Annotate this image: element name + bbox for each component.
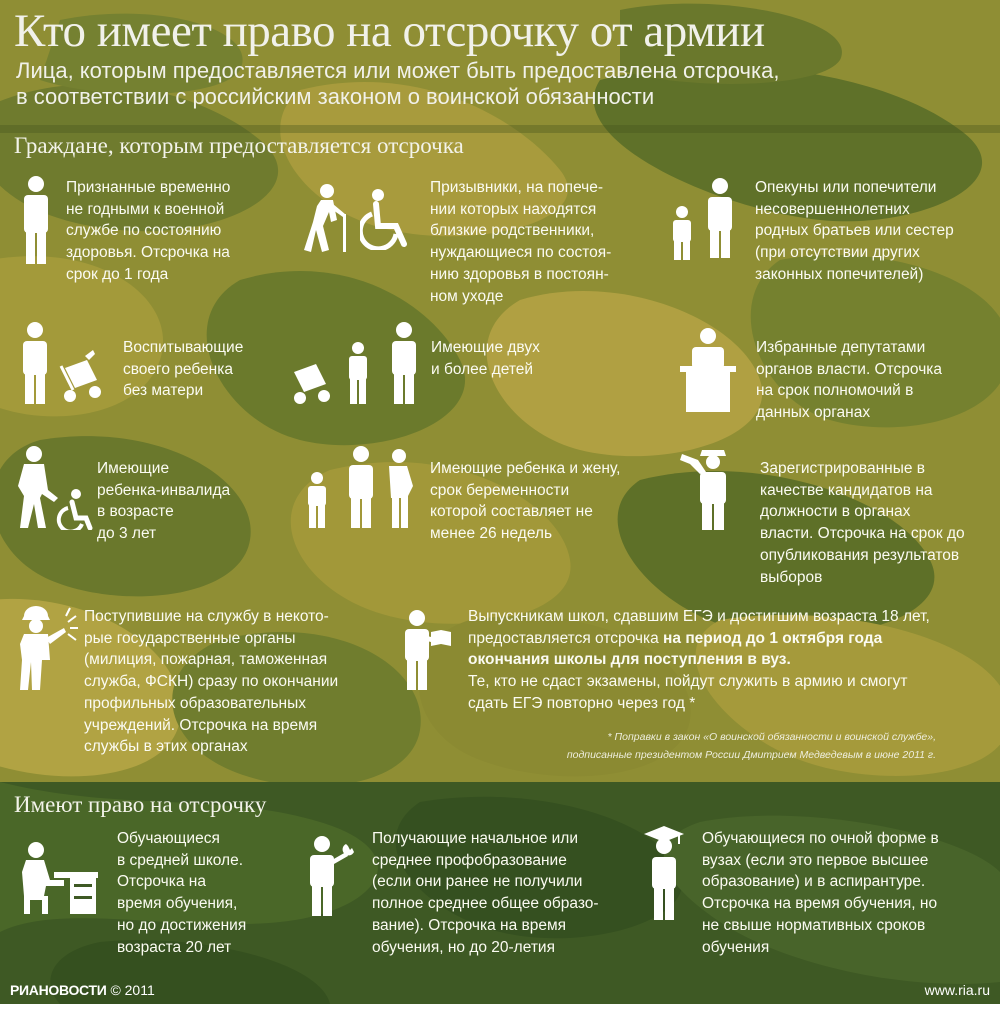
guardian-with-child-icon — [668, 178, 748, 260]
firefighter-icon — [14, 604, 80, 690]
elderly-person-icon — [303, 184, 353, 254]
ege-footnote: * Поправки в закон «О воинской обязанности и воинской службе», подписанные президентом России Дмитрием Медведевым в июне 2011 г. — [566, 731, 936, 761]
subtitle-line-1: Лица, которым предоставляется или может быть предоставлена отсрочка, — [16, 58, 780, 83]
father-with-stroller-icon — [15, 322, 105, 406]
copyright: © 2011 — [110, 982, 155, 998]
university-student-icon — [642, 826, 686, 922]
section1-band — [0, 125, 1000, 133]
saluting-officer-icon — [680, 446, 734, 530]
item-pregnant-wife: Имеющие ребенка и жену, срок беременности которой составляет не менее 26 недель — [430, 460, 621, 543]
student-at-desk-icon — [18, 842, 100, 916]
item-guardians: Опекуны или попечители несовершеннолетних родных братьев или сестер (при отсутствии других законных попечителей) — [755, 179, 954, 283]
item-state-service: Поступившие на службу в некото- рые государственные органы (милиция, пожарная, таможенная служба, ФСКН) сразу по окончании профильных образовательных учреждений. Отсрочка на время службы в этих органах — [84, 608, 339, 756]
item-caregivers: Призывники, на попече- нии которых находятся близкие родственники, нуждающиеся по состоя- нию здоровья в постоян- ном уходе — [430, 179, 612, 305]
footer-site-link[interactable]: www.ria.ru — [924, 982, 990, 998]
ria-logo: РИАНОВОСТИ — [10, 982, 107, 998]
item-candidates: Зарегистрированные в качестве кандидатов на должности в органах власти. Отсрочка на срок до опубликования результатов выборов — [760, 460, 965, 586]
footer-brand — [10, 982, 155, 998]
section1-title: Граждане, которым предоставляется отсрочка — [14, 133, 464, 158]
disabled-child-icon — [10, 446, 96, 530]
item-school-students: Обучающиеся в средней школе. Отсрочка на время обучения, но до достижения возраста 20 лет — [117, 830, 247, 956]
graduate-with-book-icon — [395, 610, 461, 692]
subtitle-line-2: в соответствии с российским законом о воинской обязанности — [16, 84, 655, 109]
family-with-two-children-icon — [290, 322, 425, 406]
person-icon — [18, 176, 54, 266]
item-vocational-students: Получающие начальное или среднее профобразование (если они ранее не получили полное среднее общее образо- вание). Отсрочка на время обучения, но до 20-летия — [372, 830, 599, 956]
section2-title: Имеют право на отсрочку — [14, 792, 267, 817]
item-elected-deputies: Избранные депутатами органов власти. Отсрочка на срок полномочий в данных органах — [756, 339, 943, 422]
item-single-father: Воспитывающие своего ребенка без матери — [123, 339, 244, 400]
item-disabled-child: Имеющие ребенка-инвалида в возрасте до 3 лет — [97, 460, 231, 543]
worker-with-wrench-icon — [302, 836, 366, 918]
family-pregnant-wife-icon — [303, 446, 418, 528]
wheelchair-icon — [360, 188, 412, 250]
item-temporarily-unfit: Признанные временно не годными к военной службе по состоянию здоровья. Отсрочка на срок до 1 года — [66, 179, 231, 283]
deputy-podium-icon — [678, 328, 738, 412]
item-two-children: Имеющие двух и более детей — [431, 339, 540, 378]
item-ege-graduates: Выпускникам школ, сдавшим ЕГЭ и достигшим возраста 18 лет, предоставляется отсрочка на период до 1 октября года окончания школы для поступления в вуз. Те, кто не сдаст экзамены, пойдут служить в армию и смогут сдать ЕГЭ повторно через год * — [468, 608, 930, 712]
page-title: Кто имеет право на отсрочку от армии — [14, 5, 765, 57]
item-university-students: Обучающиеся по очной форме в вузах (если это первое высшее образование) и в аспирантуре. Отсрочка на время обучения, но не свыше нормативных сроков обучения — [702, 830, 939, 956]
